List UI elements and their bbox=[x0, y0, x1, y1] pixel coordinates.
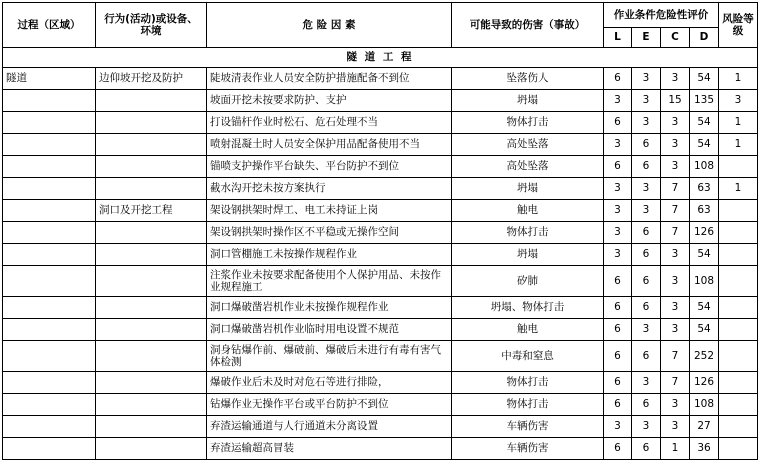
cell-harm: 中毒和窒息 bbox=[452, 341, 604, 372]
cell-c: 7 bbox=[661, 200, 690, 222]
cell-harm: 触电 bbox=[452, 319, 604, 341]
cell-e: 3 bbox=[632, 416, 661, 438]
cell-harm: 车辆伤害 bbox=[452, 438, 604, 460]
cell-process bbox=[3, 90, 96, 112]
cell-risk-level bbox=[719, 438, 758, 460]
cell-hazard: 架设钢拱架时焊工、电工未持证上岗 bbox=[207, 200, 452, 222]
cell-d: 252 bbox=[690, 341, 719, 372]
cell-d: 63 bbox=[690, 178, 719, 200]
cell-risk-level bbox=[719, 341, 758, 372]
cell-d: 54 bbox=[690, 297, 719, 319]
risk-assessment-table bbox=[2, 2, 758, 460]
cell-e: 6 bbox=[632, 266, 661, 297]
cell-process bbox=[3, 372, 96, 394]
cell-d: 36 bbox=[690, 438, 719, 460]
cell-c: 7 bbox=[661, 372, 690, 394]
table-row bbox=[3, 319, 758, 341]
cell-l: 3 bbox=[604, 134, 632, 156]
cell-c: 3 bbox=[661, 266, 690, 297]
cell-hazard: 架设钢拱架时操作区不平稳或无操作空间 bbox=[207, 222, 452, 244]
cell-process bbox=[3, 266, 96, 297]
cell-risk-level bbox=[719, 156, 758, 178]
table-row bbox=[3, 178, 758, 200]
cell-l: 6 bbox=[604, 341, 632, 372]
table-row bbox=[3, 372, 758, 394]
cell-activity bbox=[96, 134, 207, 156]
cell-hazard: 弃渣运输通道与人行通道未分离设置 bbox=[207, 416, 452, 438]
cell-process bbox=[3, 297, 96, 319]
cell-l: 3 bbox=[604, 416, 632, 438]
cell-process bbox=[3, 200, 96, 222]
cell-e: 3 bbox=[632, 68, 661, 90]
cell-hazard: 爆破作业后未及时对危石等进行排险， bbox=[207, 372, 452, 394]
header-activity: 行为(活动)或设备、环境 bbox=[96, 3, 207, 48]
cell-process bbox=[3, 134, 96, 156]
table-row bbox=[3, 266, 758, 297]
cell-l: 3 bbox=[604, 178, 632, 200]
cell-e: 3 bbox=[632, 200, 661, 222]
cell-hazard: 打设锚杆作业时松石、危石处理不当 bbox=[207, 112, 452, 134]
table-row bbox=[3, 438, 758, 460]
cell-process bbox=[3, 178, 96, 200]
cell-d: 54 bbox=[690, 134, 719, 156]
header-d: D bbox=[690, 28, 719, 48]
table-row bbox=[3, 297, 758, 319]
table-row bbox=[3, 244, 758, 266]
cell-c: 3 bbox=[661, 156, 690, 178]
cell-activity bbox=[96, 438, 207, 460]
cell-harm: 物体打击 bbox=[452, 222, 604, 244]
cell-harm: 坍塌 bbox=[452, 178, 604, 200]
header-c: C bbox=[661, 28, 690, 48]
cell-l: 6 bbox=[604, 394, 632, 416]
cell-e: 6 bbox=[632, 244, 661, 266]
cell-harm: 矽肺 bbox=[452, 266, 604, 297]
cell-activity bbox=[96, 319, 207, 341]
cell-l: 6 bbox=[604, 156, 632, 178]
cell-risk-level bbox=[719, 416, 758, 438]
cell-c: 3 bbox=[661, 394, 690, 416]
cell-harm: 触电 bbox=[452, 200, 604, 222]
cell-activity bbox=[96, 178, 207, 200]
cell-harm: 坍塌 bbox=[452, 244, 604, 266]
table-row bbox=[3, 394, 758, 416]
cell-l: 6 bbox=[604, 266, 632, 297]
cell-hazard: 洞身钻爆作前、爆破前、爆破后未进行有毒有害气体检测 bbox=[207, 341, 452, 372]
cell-risk-level bbox=[719, 244, 758, 266]
cell-process bbox=[3, 244, 96, 266]
cell-activity bbox=[96, 90, 207, 112]
cell-hazard: 洞口管棚施工未按操作规程作业 bbox=[207, 244, 452, 266]
cell-risk-level bbox=[719, 200, 758, 222]
header-risk-level: 风险等级 bbox=[719, 3, 758, 48]
cell-process bbox=[3, 341, 96, 372]
cell-c: 7 bbox=[661, 341, 690, 372]
cell-c: 7 bbox=[661, 178, 690, 200]
cell-process bbox=[3, 438, 96, 460]
cell-activity bbox=[96, 266, 207, 297]
cell-risk-level bbox=[719, 266, 758, 297]
cell-harm: 坍塌、物体打击 bbox=[452, 297, 604, 319]
cell-d: 54 bbox=[690, 68, 719, 90]
cell-risk-level: 1 bbox=[719, 112, 758, 134]
cell-risk-level bbox=[719, 319, 758, 341]
cell-process bbox=[3, 416, 96, 438]
cell-hazard: 陡坡清表作业人员安全防护措施配备不到位 bbox=[207, 68, 452, 90]
table-row bbox=[3, 156, 758, 178]
cell-c: 1 bbox=[661, 438, 690, 460]
table-row bbox=[3, 112, 758, 134]
cell-c: 3 bbox=[661, 244, 690, 266]
cell-d: 54 bbox=[690, 244, 719, 266]
cell-d: 126 bbox=[690, 222, 719, 244]
table-row bbox=[3, 90, 758, 112]
cell-c: 3 bbox=[661, 134, 690, 156]
cell-process bbox=[3, 319, 96, 341]
header-hazard: 危 险 因 素 bbox=[207, 3, 452, 48]
cell-hazard: 喷射混凝土时人员安全保护用品配备使用不当 bbox=[207, 134, 452, 156]
cell-l: 3 bbox=[604, 90, 632, 112]
cell-process bbox=[3, 156, 96, 178]
cell-harm: 物体打击 bbox=[452, 112, 604, 134]
cell-hazard: 截水沟开挖未按方案执行 bbox=[207, 178, 452, 200]
cell-l: 6 bbox=[604, 112, 632, 134]
cell-hazard: 洞口爆破凿岩机作业临时用电设置不规范 bbox=[207, 319, 452, 341]
cell-e: 3 bbox=[632, 319, 661, 341]
cell-harm: 物体打击 bbox=[452, 372, 604, 394]
cell-l: 6 bbox=[604, 372, 632, 394]
cell-d: 63 bbox=[690, 200, 719, 222]
cell-activity bbox=[96, 222, 207, 244]
cell-d: 126 bbox=[690, 372, 719, 394]
cell-l: 6 bbox=[604, 319, 632, 341]
cell-hazard: 坡面开挖未按要求防护、支护 bbox=[207, 90, 452, 112]
cell-activity: 洞口及开挖工程 bbox=[96, 200, 207, 222]
cell-hazard: 锚喷支护操作平台缺失、平台防护不到位 bbox=[207, 156, 452, 178]
cell-harm: 坍塌 bbox=[452, 90, 604, 112]
cell-risk-level: 1 bbox=[719, 178, 758, 200]
cell-e: 6 bbox=[632, 156, 661, 178]
header-evaluation: 作业条件危险性评价 bbox=[604, 3, 719, 28]
cell-hazard: 钻爆作业无操作平台或平台防护不到位 bbox=[207, 394, 452, 416]
cell-process bbox=[3, 112, 96, 134]
cell-d: 108 bbox=[690, 266, 719, 297]
header-process: 过程（区域） bbox=[3, 3, 96, 48]
cell-l: 3 bbox=[604, 222, 632, 244]
cell-activity bbox=[96, 244, 207, 266]
table-row bbox=[3, 134, 758, 156]
cell-activity bbox=[96, 372, 207, 394]
cell-risk-level: 1 bbox=[719, 134, 758, 156]
cell-l: 6 bbox=[604, 438, 632, 460]
cell-d: 108 bbox=[690, 156, 719, 178]
cell-c: 3 bbox=[661, 112, 690, 134]
cell-l: 3 bbox=[604, 244, 632, 266]
cell-c: 3 bbox=[661, 297, 690, 319]
cell-c: 3 bbox=[661, 416, 690, 438]
cell-risk-level bbox=[719, 394, 758, 416]
section-title: 隧 道 工 程 bbox=[3, 48, 758, 68]
cell-harm: 高处坠落 bbox=[452, 134, 604, 156]
table-row bbox=[3, 416, 758, 438]
cell-e: 3 bbox=[632, 112, 661, 134]
cell-activity bbox=[96, 297, 207, 319]
header-harm: 可能导致的伤害（事故） bbox=[452, 3, 604, 48]
header-e: E bbox=[632, 28, 661, 48]
cell-risk-level bbox=[719, 297, 758, 319]
cell-activity bbox=[96, 156, 207, 178]
table-row bbox=[3, 200, 758, 222]
cell-risk-level: 1 bbox=[719, 68, 758, 90]
cell-l: 6 bbox=[604, 297, 632, 319]
cell-harm: 高处坠落 bbox=[452, 156, 604, 178]
cell-e: 6 bbox=[632, 222, 661, 244]
cell-c: 3 bbox=[661, 68, 690, 90]
cell-d: 108 bbox=[690, 394, 719, 416]
cell-process bbox=[3, 394, 96, 416]
cell-hazard: 弃渣运输超高冒装 bbox=[207, 438, 452, 460]
cell-harm: 车辆伤害 bbox=[452, 416, 604, 438]
header-l: L bbox=[604, 28, 632, 48]
cell-c: 7 bbox=[661, 222, 690, 244]
cell-hazard: 洞口爆破凿岩机作业未按操作规程作业 bbox=[207, 297, 452, 319]
cell-activity bbox=[96, 112, 207, 134]
table-row bbox=[3, 68, 758, 90]
cell-e: 6 bbox=[632, 341, 661, 372]
cell-hazard: 注浆作业未按要求配备使用个人保护用品、未按作业规程施工 bbox=[207, 266, 452, 297]
table-row bbox=[3, 222, 758, 244]
cell-harm: 物体打击 bbox=[452, 394, 604, 416]
cell-l: 3 bbox=[604, 200, 632, 222]
table-row bbox=[3, 341, 758, 372]
cell-d: 54 bbox=[690, 112, 719, 134]
cell-c: 3 bbox=[661, 319, 690, 341]
cell-e: 6 bbox=[632, 134, 661, 156]
cell-e: 3 bbox=[632, 372, 661, 394]
cell-e: 6 bbox=[632, 438, 661, 460]
cell-c: 15 bbox=[661, 90, 690, 112]
cell-e: 6 bbox=[632, 297, 661, 319]
cell-risk-level bbox=[719, 372, 758, 394]
cell-e: 3 bbox=[632, 178, 661, 200]
cell-risk-level bbox=[719, 222, 758, 244]
cell-d: 54 bbox=[690, 319, 719, 341]
cell-activity bbox=[96, 341, 207, 372]
cell-activity: 边仰坡开挖及防护 bbox=[96, 68, 207, 90]
cell-e: 3 bbox=[632, 90, 661, 112]
cell-harm: 坠落伤人 bbox=[452, 68, 604, 90]
cell-activity bbox=[96, 416, 207, 438]
cell-d: 135 bbox=[690, 90, 719, 112]
cell-risk-level: 3 bbox=[719, 90, 758, 112]
cell-e: 6 bbox=[632, 394, 661, 416]
cell-l: 6 bbox=[604, 68, 632, 90]
cell-d: 27 bbox=[690, 416, 719, 438]
cell-activity bbox=[96, 394, 207, 416]
cell-process: 隧道 bbox=[3, 68, 96, 90]
cell-process bbox=[3, 222, 96, 244]
